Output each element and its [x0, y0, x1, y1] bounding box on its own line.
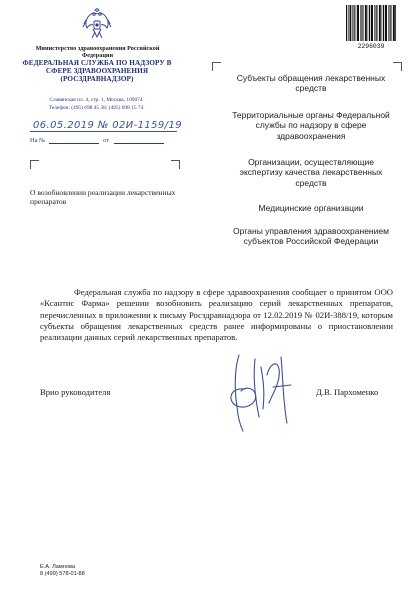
- ref-date-line: [114, 143, 164, 144]
- recipient-item: Органы управления здравоохранением субъектов Российской Федерации: [233, 226, 389, 247]
- executor-block: [40, 564, 85, 578]
- subject-bracket-right: [171, 160, 180, 169]
- ref-from-label: от: [103, 137, 109, 144]
- recipient-item: Территориальные органы Федеральной службы по надзору в сфере здравоохранения: [232, 110, 390, 141]
- handwritten-signature: [225, 347, 300, 437]
- service-name: ФЕДЕРАЛЬНАЯ СЛУЖБА ПО НАДЗОРУ В СФЕРЕ ЗДРАВООХРАНЕНИЯ (РОСЗДРАВНАДЗОР): [22, 59, 172, 84]
- recipient-bracket-left: [212, 62, 221, 71]
- barcode-number: 2296039: [357, 43, 385, 50]
- russian-eagle-emblem-icon: [82, 8, 112, 42]
- executor-phone: 8 (499) 578-01-88: [40, 571, 85, 578]
- subject-bracket-left: [30, 160, 39, 169]
- recipient-bracket-right: [393, 62, 402, 71]
- ref-label: На №: [30, 137, 46, 144]
- ref-number-line: [49, 143, 99, 144]
- address-block: [26, 97, 166, 112]
- letter-body: Федеральная служба по надзору в сфере здравоохранения сообщает о принятом ООО «Ксантис Фарма» решении возобновить реализацию серий лекарственных препаратов, перечисленных в приложении к письму Росздравнадзора от 12.02.2019 № 02И-388/19, которым субъекты обращения лекарственных средств ранее информированы о приостановлении реализации данных серий лекарственных препаратов.: [40, 287, 393, 343]
- letter-subject: О возобновлении реализации лекарственных препаратов: [30, 188, 176, 206]
- barcode: [346, 5, 396, 41]
- recipient-item: Организации, осуществляющие экспертизу качества лекарственных средств: [239, 157, 383, 188]
- address-line: Славянская пл. 4, стр. 1, Москва, 109074: [49, 97, 143, 103]
- date-underline: [30, 131, 177, 132]
- handwritten-date-number: 06.05.2019 № 02И-1159/19: [33, 120, 182, 131]
- recipient-item: Медицинские организации: [258, 203, 364, 213]
- executor-name: Е.А. Ламнова: [40, 564, 75, 570]
- signatory-name: Д.В. Пархоменко: [316, 387, 379, 397]
- phone-line: Телефон: (495) 698 45 38; (495) 698 15 74: [48, 104, 144, 111]
- signatory-title: Врио руководителя: [40, 387, 111, 397]
- recipient-item: Субъекты обращения лекарственных средств: [236, 73, 386, 94]
- ministry-name: Министерство здравоохранения Российской Федерации: [35, 45, 160, 60]
